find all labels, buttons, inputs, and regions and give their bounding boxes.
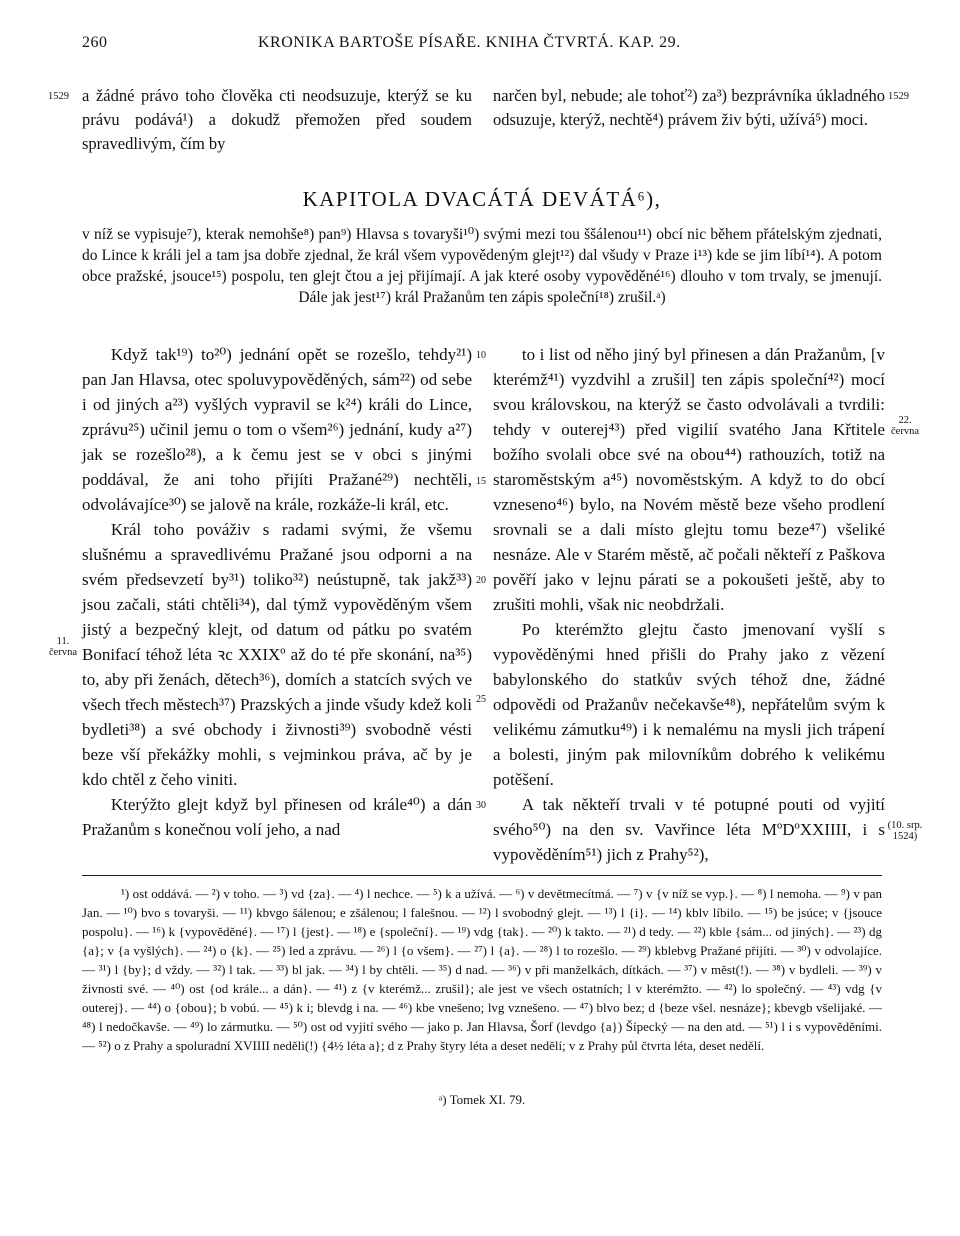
paragraph: Král toho pováživ s radami svými, že všemu slušnému a spravedlivému Pražané jsou odporni a na svém předsevzetí by³¹) toliko³²) neústupně, tak jakž³³) jsou začali, státi chtěli³⁴), dal týmž vypověděným všem jistý a bezpečný klejt, od datum od pátku po svatém Bonifací téhož léta ꝛc XXIXº až do té pře skonání, na³⁵) to, aby při ženách, dětech³⁶), domích a statcích svých ve všech třech městech³⁷) Prazských a jinde všudy kdež koli bydleti³⁸) a své obchody i živnosti³⁹) svobodně vésti beze vší překážky mohli, s vejminkou práva, ač by je kdo chtěl z čeho viniti. xyxy=(82,520,472,789)
margin-date-left: 11. června xyxy=(49,636,77,658)
line-number: 20 xyxy=(476,575,486,586)
running-title: KRONIKA BARTOŠE PÍSAŘE. KNIHA ČTVRTÁ. KAP. 29. xyxy=(258,34,681,51)
footnote-divider xyxy=(82,875,882,876)
paragraph: Kterýžto glejt když byl přinesen od krále⁴⁰) a dán Pražanům s konečnou volí jeho, a nad xyxy=(82,795,472,839)
margin-date-bottom: (10. srp. 1524) xyxy=(887,820,923,842)
chapter-title: KAPITOLA DVACÁTÁ DEVÁTÁ⁶), xyxy=(302,187,662,211)
paragraph: A tak někteří trvali v té potupné pouti od vyjití svého⁵⁰) na den sv. Vavřince léta MºDºXXIIII, i s vypověděním⁵¹) jich z Prahy⁵²), xyxy=(493,795,885,864)
footnotes xyxy=(82,884,882,1055)
chapter-summary-text: v níž se vypisuje⁷), kterak nemohše⁸) pan⁹) Hlavsa s tovaryši¹⁰) svými mezi tou ššálenou¹¹) obcí nic během přátelským zjednati, do Lince k králi jel a tam jsa dobře zjednal, že král všem vypovědeným glejt¹²) dal všudy v Praze i¹³) kde se jim líbí¹⁴). A potom obce pražské, jsouce¹⁵) pospolu, ten glejt čtou a jej přijímají. A jak které osoby vypověděné¹⁶) dlouho v tom trvaly, se jmenují. Dále jak jest¹⁷) král Pražanům ten zápis společní¹⁸) zrušil.ᵃ) xyxy=(82,226,882,306)
paragraph: Když tak¹⁹) to²⁰) jednání opět se rozešlo, tehdy²¹) pan Jan Hlavsa, otec spoluvypověděných, sám²²) od sebe i od jiných a²³) vyšlých vypravil se k²⁴) králi do Lince, zprávu²⁵) učinil jemu o tom o všem²⁶) jednání, kudy a²⁷) jak se rozešlo²⁸), a k čemu jest se v obci s jinými poddával, že ani toho přijíti Pražané²⁹) nechtěli, odvolávajíce³⁰) se jalově na krále, rozkáže-li král, etc. xyxy=(82,345,472,514)
margin-year-right: 1529 xyxy=(888,91,909,102)
body-column-left xyxy=(82,342,472,842)
line-number: 25 xyxy=(476,694,486,705)
line-number: 30 xyxy=(476,800,486,811)
page-number: 260 xyxy=(82,34,108,51)
continuation-left xyxy=(82,84,472,156)
margin-year-left: 1529 xyxy=(48,91,69,102)
continuation-right xyxy=(493,84,885,132)
paragraph: Po kterémžto glejtu často jmenovaní vyšlí s vypověděnými hned přišli do Prahy jako z vězení babylonského do statkův svých téhož dne, žádné odpovědi od Pražanův nečekavše⁴⁸), nepřátelům svým k velikému zámutku⁴⁹) i k nemalému na mysli jich trápení a bolesti, jiným pak milovníkům dobrého k velikému potěšení. xyxy=(493,620,885,789)
body-column-right xyxy=(493,342,885,867)
line-number: 10 xyxy=(476,350,486,361)
paragraph: to i list od něho jiný byl přinesen a dán Pražanům, [v kterémž⁴¹) vyzdvihl a zrušil] ten zápis společní⁴²) mocí svou královskou, na kterýž se často odvolávali a tvrdili: tehdy v outerej⁴³) před vigilií svatého Jana Křtitele božího svolali obce své na obou⁴⁴) rathouzích, totiž na staroměstským a⁴⁵) novoměstským. A když to do obcí vzneseno⁴⁶) bylo, na Novém městě beze všeho prodlení srovnali se a dali místo glejtu tomu beze⁴⁷) všeliké nesnáze. Ale v Starém městě, ač počali někteří z Paškova pověří jako v lejnu párati se a pokoušeti ještě, aby to zrušiti mohli, však nic neobdržali. xyxy=(493,345,885,614)
line-number: 15 xyxy=(476,476,486,487)
margin-date-right: 22. června xyxy=(891,415,919,437)
chapter-summary xyxy=(82,224,882,308)
footnote-text: ¹) ost oddává. — ²) v toho. — ³) vd {za}. — ⁴) l nechce. — ⁵) k a užívá. — ⁶) v devětmecítmá. — ⁷) v {v níž se vyp.}. — ⁸) l nemoha. — ⁹) v pan Jan. — ¹⁰) bvo s tovaryši. — ¹¹) kbvgo šálenou; e zšálenou; l falešnou. — ¹²) l svobodný glejt. — ¹³) l {i}. — ¹⁴) kblv líbilo. — ¹⁵) be jsúce; v {jsouce pospolu}. — ¹⁶) k {vypověděné}. — ¹⁷) l {jest}. — ¹⁸) e {společní}. — ¹⁹) vdg {tak}. — ²⁰) k takto. — ²¹) d tedy. — ²²) kble {sám... od jiných}. — ²³) dg {a}; v {a vyšlých}. — ²⁴) o {k}. — ²⁵) led a zprávu. — ²⁶) l {o všem}. — ²⁷) l {a}. — ²⁸) l to rozešlo. — ²⁹) kblebvg Pražané přijíti. — ³⁰) v odvolajíce. — ³¹) l {by}; d vždy. — ³²) l tak. — ³³) bl jak. — ³⁴) l by chtěli. — ³⁵) d nad. — ³⁶) v při manželkách, dítkách. — ³⁷) v měst(!). — ³⁸) v bydleli. — ³⁹) v živnosti své. — ⁴⁰) ost {od krále... a dán}. — ⁴¹) z {v kterémž... zrušil}; ale jest ve všech ostatních; l v kterémžto. — ⁴²) lo společný. — ⁴³) vdg {v outerej}. — ⁴⁴) o {obou}; b vobú. — ⁴⁵) k i; blevdg i na. — ⁴⁶) kbe vnešeno; lvg vznešeno. — ⁴⁷) blvo bez; d {beze všel. nesnáze}; kbevgb všelijaké. — ⁴⁸) l nedočkavše. — ⁴⁹) lo zármutku. — ⁵⁰) ost od vyjití svého — jako p. Jan Hlavsa, Šorf (levdgo {a}) Šípecký — na den atd. — ⁵¹) l i s vypověděními. — ⁵²) o z Prahy a spoluradní XVIIII neděli(!) {4½ léta a}; d z Prahy štyry léta a deset nedělí; v z Prahy půl čtvrta léta, deset nedělí. xyxy=(82,886,882,1053)
continuation-right-text: narčen byl, nebude; ale tohoť²) za³) bezprávníka úkladného odsuzuje, kterýž, nechtě⁴) právem živ býti, užívá⁵) moci. xyxy=(493,86,885,129)
continuation-left-text: a žádné právo toho člověka cti neodsuzuje, kterýž se ku právu podává¹) a dokudž přemožen před soudem spravedlivým, čím by xyxy=(82,86,472,153)
source-note: ᵃ) Tomek XI. 79. xyxy=(438,1092,526,1107)
